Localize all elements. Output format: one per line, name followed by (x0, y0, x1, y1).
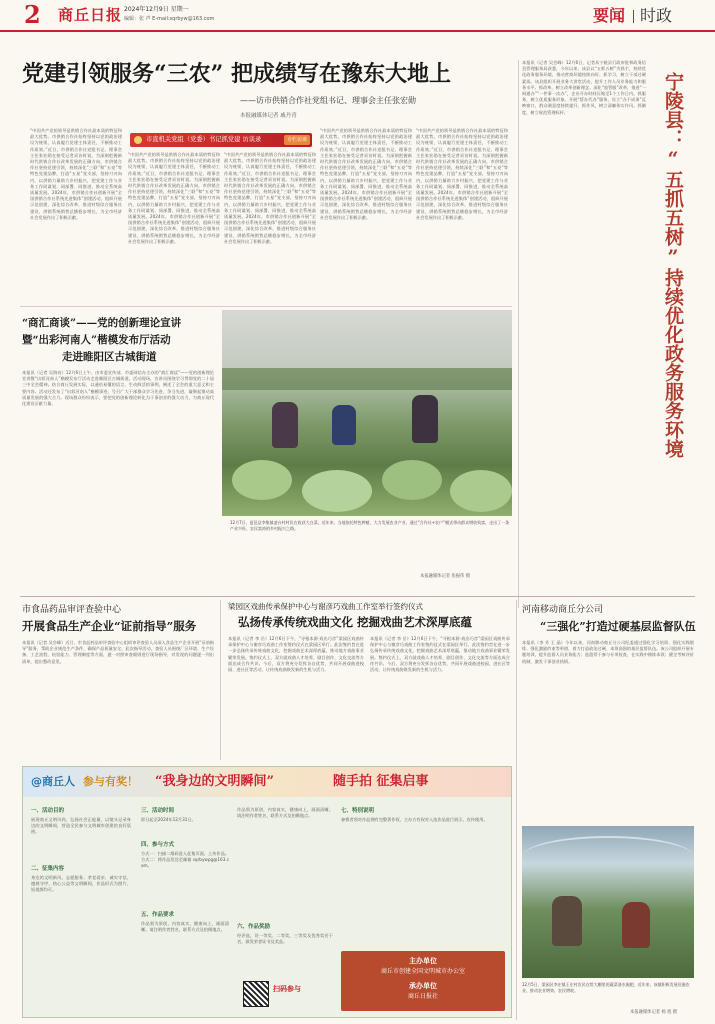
opera-body-col-2: 本报讯（记者 李 岳）12月6日下午，“寻根本源·戏出巧彦”梁园区戏曲传承保护中心与谢彦巧戏曲工作室签约仪式在梁园区举行。此次签约旨在进一步弘扬传承传统戏曲文化，挖掘戏曲艺术深厚底蕴，推动地方戏曲事业繁荣发展。签约仪式上，双方就戏曲人才培养、剧目创作、文化交流等方面达成合作共识。今后，双方将充分发挥各自优势，共同开展戏曲进校园、进社区等活动，让传统戏曲焕发新的生机与活力。 (370, 636, 510, 673)
contest-box (22, 766, 512, 1018)
sidebar-divider (518, 60, 519, 608)
photo-worker-1 (552, 896, 582, 946)
rule-mid-row (20, 596, 695, 597)
food-body: 本报讯（记者 吴会峰）近日，市食品药品审评查验中心组织审评查验人员深入食品生产企业开展“证前指导”服务，帮助企业规范生产条件，确保产品质量安全。此次指导活动，查验人员围绕厂区环境、生产设备、工艺流程、检验能力、管理制度等方面，逐一对照审查细则进行现场指导，对发现的问题逐一列出清单，提出整改意见。 (22, 640, 214, 664)
contest-s1-heading: 一、活动目的 (31, 808, 65, 814)
sidebar-body: 本报讯（记者 吴会峰）12月6日，记者从宁陵县行政审批和政务信息管理服务局获悉，今年以来，该县以“五抓五树”为抓手，持续优化政务服务环境，推动营商环境持续向好。抓学习，树立干部过硬素质。该县组织开展业务大讲堂活动，提升工作人员业务能力和服务水平。抓改革，树立改革创新理念。深化“放管服”改革，推进“一网通办”“一件事一次办”，企业开办时间压缩至1个工作日内。抓服务，树立优质服务形象。开展“帮办代办”服务，设立“办不成事”反映窗口，群众满意度持续提升。抓作风，树立清廉务实作风。抓制度，树立规范管理标杆。 (522, 60, 646, 115)
photo-cabbage-2 (302, 470, 372, 512)
photo-caption: 12月7日，夏邑县李集镇凌台村村民在收获大白菜。近年来，当地依托特色种植，大力发展农业产业，通过“合作社+农户”模式带动群众增收致富，走出了一条产业兴旺、农民富裕的乡村振兴之路。 (230, 520, 510, 531)
feature-title-3: 走进睢阳区古城街道 (62, 351, 157, 363)
co-label: 承办单位 (409, 982, 437, 990)
contest-s4-heading: 四、参与方式 (141, 842, 175, 848)
contest-s6-text: 经评选，设一等奖、二等奖、三等奖及优秀奖若干名，颁发荣誉证书及奖品。 (237, 933, 333, 945)
host-name: 商丘市创建全国文明城市办公室 (380, 968, 465, 975)
photo-worker-2 (622, 902, 650, 948)
opera-body-col-1: 本报讯（记者 李 岳）12月6日下午，“寻根本源·戏出巧彦”梁园区戏曲传承保护中心与谢彦巧戏曲工作室签约仪式在梁园区举行。此次签约旨在进一步弘扬传承传统戏曲文化，挖掘戏曲艺术深厚底蕴，推动地方戏曲事业繁荣发展。签约仪式上，双方就戏曲人才培养、剧目创作、文化交流等方面达成合作共识。今后，双方将充分发挥各自优势，共同开展戏曲进校园、进社区等活动，让传统戏曲焕发新的生机与活力。 (228, 636, 364, 673)
lead-body-col-2: “中国共产党的领导是供销合作社最本质的特征和最大优势。市供销合作社始终坚持以党的政治建设为统领，认真履行党建主体责任，不断推动工作质效。”近日，市供销合作社党组书记、理事会主任张宏勋在接受记者采访时说。为深刻把握新时代供销合作社改革发展的正确方向，市供销合作社坚持党建引领，持续深化“三联”和“五亮”等特色党建品牌，打造“五星”党支部，坚持刀刃向内，以供销力量助力乡村振兴，把党建工作与业务工作同谋划、同部署、同推进，推动全系统高质量发展。2024年，市供销合作社创新开展“全国供销合作社系统先进集体”创建活动，组织开展示范创建，深化综合改革，推进村级综合服务社建设，供销系统销售总额稳步增长，为全市经济社会发展作出了积极贡献。 (128, 152, 220, 244)
contest-s2-text: 身边的文明新风、志愿服务、孝老爱亲、诚实守信、遵规守序、热心公益等文明瞬间，作品形式为照片、短视频均可。 (31, 875, 131, 893)
contest-lead: 参与有奖！ (83, 775, 138, 788)
feature-title-1: “商汇商谈”——党的创新理论宣讲 (22, 317, 182, 329)
paper-name: 商丘日报 (58, 6, 123, 24)
rule-under-lead (20, 306, 512, 307)
column-banner-text: 市直机关党组（党委）书记抓党建 访谈录 (146, 136, 262, 143)
food-title: 市食品药品审评查验中心 (22, 605, 122, 615)
contest-s3-heading: 三、活动时间 (141, 808, 175, 814)
page-header (0, 0, 715, 32)
contest-s7-text: 参赛者须对作品拥有完整著作权，主办方有权对入选作品进行展示、宣传使用。 (341, 817, 488, 822)
lead-body-col-1: “中国共产党的领导是供销合作社最本质的特征和最大优势。市供销合作社始终坚持以党的政治建设为统领，认真履行党建主体责任，不断推动工作质效。”近日，市供销合作社党组书记、理事会主任张宏勋在接受记者采访时说。为深刻把握新时代供销合作社改革发展的正确方向，市供销合作社坚持党建引领，持续深化“三联”和“五亮”等特色党建品牌，打造“五星”党支部，坚持刀刃向内，以供销力量助力乡村振兴，把党建工作与业务工作同谋划、同部署、同推进，推动全系统高质量发展。2024年，市供销合作社创新开展“全国供销合作社系统先进集体”创建活动，组织开展示范创建，深化综合改革，推进村级综合服务社建设，供销系统销售总额稳步增长，为全市经济社会发展作出了积极贡献。 (30, 128, 122, 220)
editor-info: 编辑：张 声 E-mail:sqrbyw@163.com (124, 16, 215, 22)
feature-body: 本报讯（记者 吴海亮）12月6日上午，由市委宣传部、市委网信办主办的“商汇商谈”——党的创新理论宣讲暨“出彩河南人”楷模发布厅活动走进睢阳区古城街道。活动现场，宣讲员围绕学习贯彻党的二十届三中全会精神，结合商丘发展实际，以通俗易懂的语言、生动鲜活的事例，阐述了全会的重大意义和主要内容。活动还发布了“出彩河南人”楷模事迹，号召广大干部群众学习先进、争当先进，凝聚起推动高质量发展的强大合力。现场群众纷纷表示，要把党的创新理论转化为干事创业的强大动力，为商丘现代化建设贡献力量。 (22, 370, 214, 407)
contest-s6-heading: 六、作品奖励 (237, 924, 271, 930)
mobile-title: 河南移动商丘分公司 (522, 605, 604, 615)
opera-kicker: 梁园区戏曲传承保护中心与谢彦巧戏曲工作室举行签约仪式 (228, 602, 423, 611)
photo-cabbage-1 (232, 460, 292, 500)
divider-mid-1 (220, 600, 221, 760)
qr-code-icon[interactable] (243, 981, 269, 1007)
contest-s4-text: 方式一：扫描二维码进入征集页面，上传作品。方式二：将作品发送至邮箱 sqrbywpg@163.com。 (141, 851, 229, 869)
photo-farmer-1 (272, 402, 298, 448)
issue-date: 2024年12月9日 星期一 (124, 6, 189, 13)
photo-greenhouse-arch (522, 836, 694, 878)
host-label: 主办单位 (409, 957, 437, 965)
contest-s5-heading: 五、作品要求 (141, 912, 175, 918)
opera-title: 弘扬传承传统戏曲文化 挖掘戏曲艺术深厚底蕴 (238, 615, 473, 629)
greenhouse-caption: 12月5日，梁园区李庄镇王庄村农民在给大棚里的蔬菜浇水施肥。近年来，该镇积极发展设施农业，推动农业增效、农民增收。 (522, 982, 690, 993)
party-emblem-icon (134, 136, 142, 144)
food-subtitle: 开展食品生产企业“证前指导”服务 (22, 619, 197, 633)
column-banner-tag: 专栏访谈 (284, 135, 310, 145)
contest-col3-text: 作品须为原创，内容真实，健康向上，画面清晰。请注明作者姓名、联系方式及拍摄地点。 (237, 807, 333, 819)
mobile-body: 本报讯（李 芳 王 晶）今年以来，河南移动商丘分公司纪委通过强化学习培训、强化实践锻炼、强化激励约束等举措，着力打造政治过硬、本领高强的基层监督队伍。该公司组织开展专题培训，提升监督人员业务能力；选派骨干参与专项检查，在实践中锤炼本领；健全考核评价机制，激发干事创业热情。 (522, 640, 694, 664)
lead-body-col-5: “中国共产党的领导是供销合作社最本质的特征和最大优势。市供销合作社始终坚持以党的政治建设为统领，认真履行党建主体责任，不断推动工作质效。”近日，市供销合作社党组书记、理事会主任张宏勋在接受记者采访时说。为深刻把握新时代供销合作社改革发展的正确方向，市供销合作社坚持党建引领，持续深化“三联”和“五亮”等特色党建品牌，打造“五星”党支部，坚持刀刃向内，以供销力量助力乡村振兴，把党建工作与业务工作同谋划、同部署、同推进，推动全系统高质量发展。2024年，市供销合作社创新开展“全国供销合作社系统先进集体”创建活动，组织开展示范创建，深化综合改革，推进村级综合服务社建设，供销系统销售总额稳步增长，为全市经济社会发展作出了积极贡献。 (416, 128, 508, 220)
section-divider (633, 10, 634, 23)
mobile-subtitle: “三强化”打造过硬基层监督队伍 (540, 620, 696, 633)
photo-cabbage-3 (382, 460, 442, 500)
greenhouse-photo (522, 826, 694, 978)
divider-mid-2 (516, 600, 517, 1020)
photo-farmer-2 (332, 405, 356, 445)
host-panel (341, 951, 505, 1011)
sidebar-title: 宁陵县：“五抓五树”持续优化政务服务环境 (662, 72, 684, 458)
lead-body-col-4: “中国共产党的领导是供销合作社最本质的特征和最大优势。市供销合作社始终坚持以党的政治建设为统领，认真履行党建主体责任，不断推动工作质效。”近日，市供销合作社党组书记、理事会主任张宏勋在接受记者采访时说。为深刻把握新时代供销合作社改革发展的正确方向，市供销合作社坚持党建引领，持续深化“三联”和“五亮”等特色党建品牌，打造“五星”党支部，坚持刀刃向内，以供销力量助力乡村振兴，把党建工作与业务工作同谋划、同部署、同推进，推动全系统高质量发展。2024年，市供销合作社创新开展“全国供销合作社系统先进集体”创建活动，组织开展示范创建，深化综合改革，推进村级综合服务社建设，供销系统销售总额稳步增长，为全市经济社会发展作出了积极贡献。 (320, 128, 412, 220)
lead-subtitle: ——访市供销合作社党组书记、理事会主任张宏勋 (240, 96, 416, 105)
contest-s3-text: 即日起至2024年12月31日。 (141, 817, 196, 822)
lead-title: 党建引领服务“三农” 把成绩写在豫东大地上 (22, 61, 451, 87)
contest-s7-heading: 七、特别说明 (341, 808, 375, 814)
photo-cabbage-4 (450, 470, 512, 512)
photo-tree-line (222, 368, 512, 390)
contest-quote: “我身边的文明瞬间” (155, 774, 274, 789)
lead-byline: 本报融媒体记者 戚丹青 (240, 113, 297, 119)
cabbage-harvest-photo (222, 310, 512, 516)
photo-credit: 本报融媒体记者 张振伟 摄 (420, 574, 470, 579)
photo-farmer-3 (412, 395, 438, 443)
contest-handle: @商丘人 (31, 775, 75, 788)
feature-title-2: 暨“出彩河南人”楷模发布厅活动 (22, 334, 171, 346)
contest-s5-text: 作品须为原创，内容真实，健康向上，画面清晰。请注明作者姓名、联系方式及拍摄地点。 (141, 921, 229, 933)
co-name: 商丘日报社 (407, 993, 438, 1000)
lead-body-col-3: “中国共产党的领导是供销合作社最本质的特征和最大优势。市供销合作社始终坚持以党的政治建设为统领，认真履行党建主体责任，不断推动工作质效。”近日，市供销合作社党组书记、理事会主任张宏勋在接受记者采访时说。为深刻把握新时代供销合作社改革发展的正确方向，市供销合作社坚持党建引领，持续深化“三联”和“五亮”等特色党建品牌，打造“五星”党支部，坚持刀刃向内，以供销力量助力乡村振兴，把党建工作与业务工作同谋划、同部署、同推进，推动全系统高质量发展。2024年，市供销合作社创新开展“全国供销合作社系统先进集体”创建活动，组织开展示范创建，深化综合改革，推进村级综合服务社建设，供销系统销售总额稳步增长，为全市经济社会发展作出了积极贡献。 (224, 152, 316, 244)
greenhouse-credit: 本报融媒体记者 杨 旭 摄 (630, 1010, 678, 1015)
contest-s1-text: 展现商丘文明风尚，弘扬社会正能量，以镜头记录身边的文明瞬间，营造全民参与文明城市创建的良好氛围。 (31, 817, 131, 835)
page-number: 2 (24, 0, 41, 29)
column-banner (130, 133, 312, 147)
section-right: 时政 (640, 6, 673, 25)
contest-s2-heading: 二、征集内容 (31, 866, 65, 872)
qr-label: 扫码参与 (273, 985, 301, 993)
section-left: 要闻 (593, 6, 626, 25)
contest-tail: 随手拍 征集启事 (333, 774, 429, 789)
